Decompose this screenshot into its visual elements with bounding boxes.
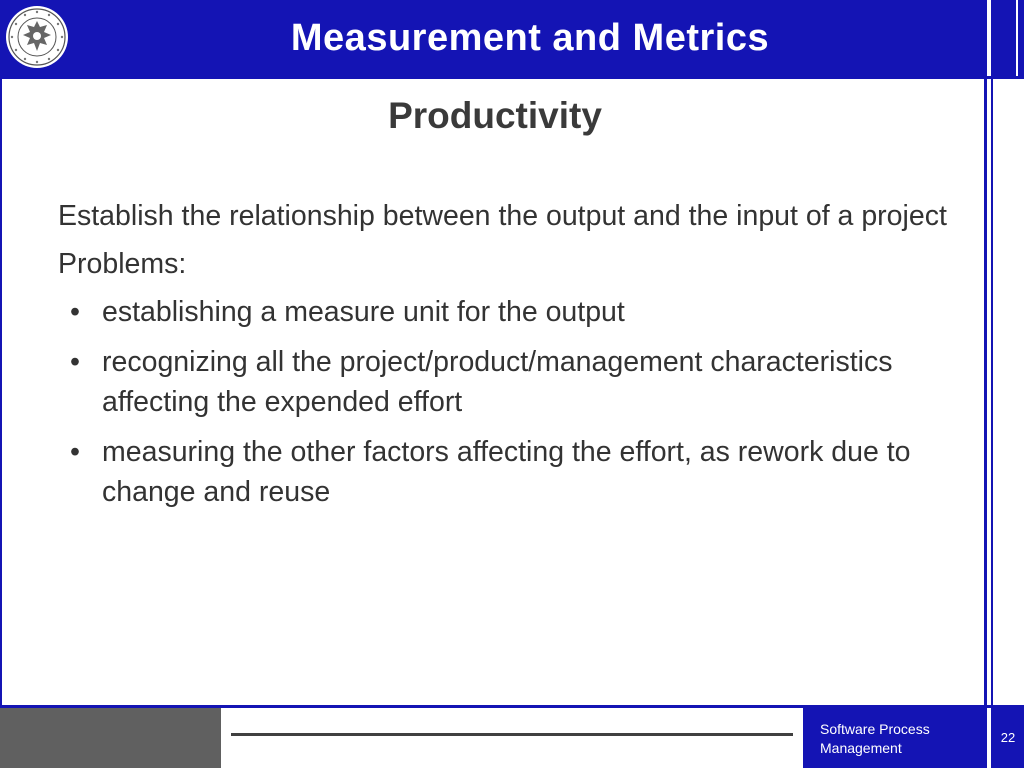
slide-subtitle: Productivity: [388, 95, 602, 136]
footer-divider: [231, 733, 793, 736]
left-border: [0, 76, 2, 708]
bullet-icon: •: [70, 296, 80, 328]
list-item: [58, 292, 978, 332]
list-item: [58, 432, 978, 512]
list-item: [58, 342, 978, 422]
slide-body: [58, 196, 978, 522]
slide-title: Measurement and Metrics: [290, 17, 770, 59]
intro-text: Establish the relationship between the output and the input of a project: [58, 200, 947, 232]
slide-header: [0, 0, 1024, 76]
right-rule-2: [991, 0, 993, 768]
footer-gray-block: [0, 708, 221, 768]
problems-label: Problems:: [58, 248, 187, 280]
header-underline: [0, 76, 1024, 79]
list-item-text: establishing a measure unit for the output: [102, 296, 625, 328]
list-item-text: recognizing all the project/product/management characteristics affecting the expended effort: [102, 346, 893, 418]
page-number: 22: [992, 708, 1024, 768]
footer-course-name: [820, 720, 930, 758]
bullet-icon: •: [70, 436, 80, 468]
footer-course-line2: Management: [820, 740, 902, 756]
footer-course-box: [803, 708, 985, 768]
footer-course-line1: Software Process: [820, 721, 930, 737]
right-rule-3: [1016, 0, 1018, 76]
bullet-icon: •: [70, 346, 80, 378]
list-item-text: measuring the other factors affecting the effort, as rework due to change and reuse: [102, 436, 911, 508]
problems-list: [58, 292, 978, 512]
